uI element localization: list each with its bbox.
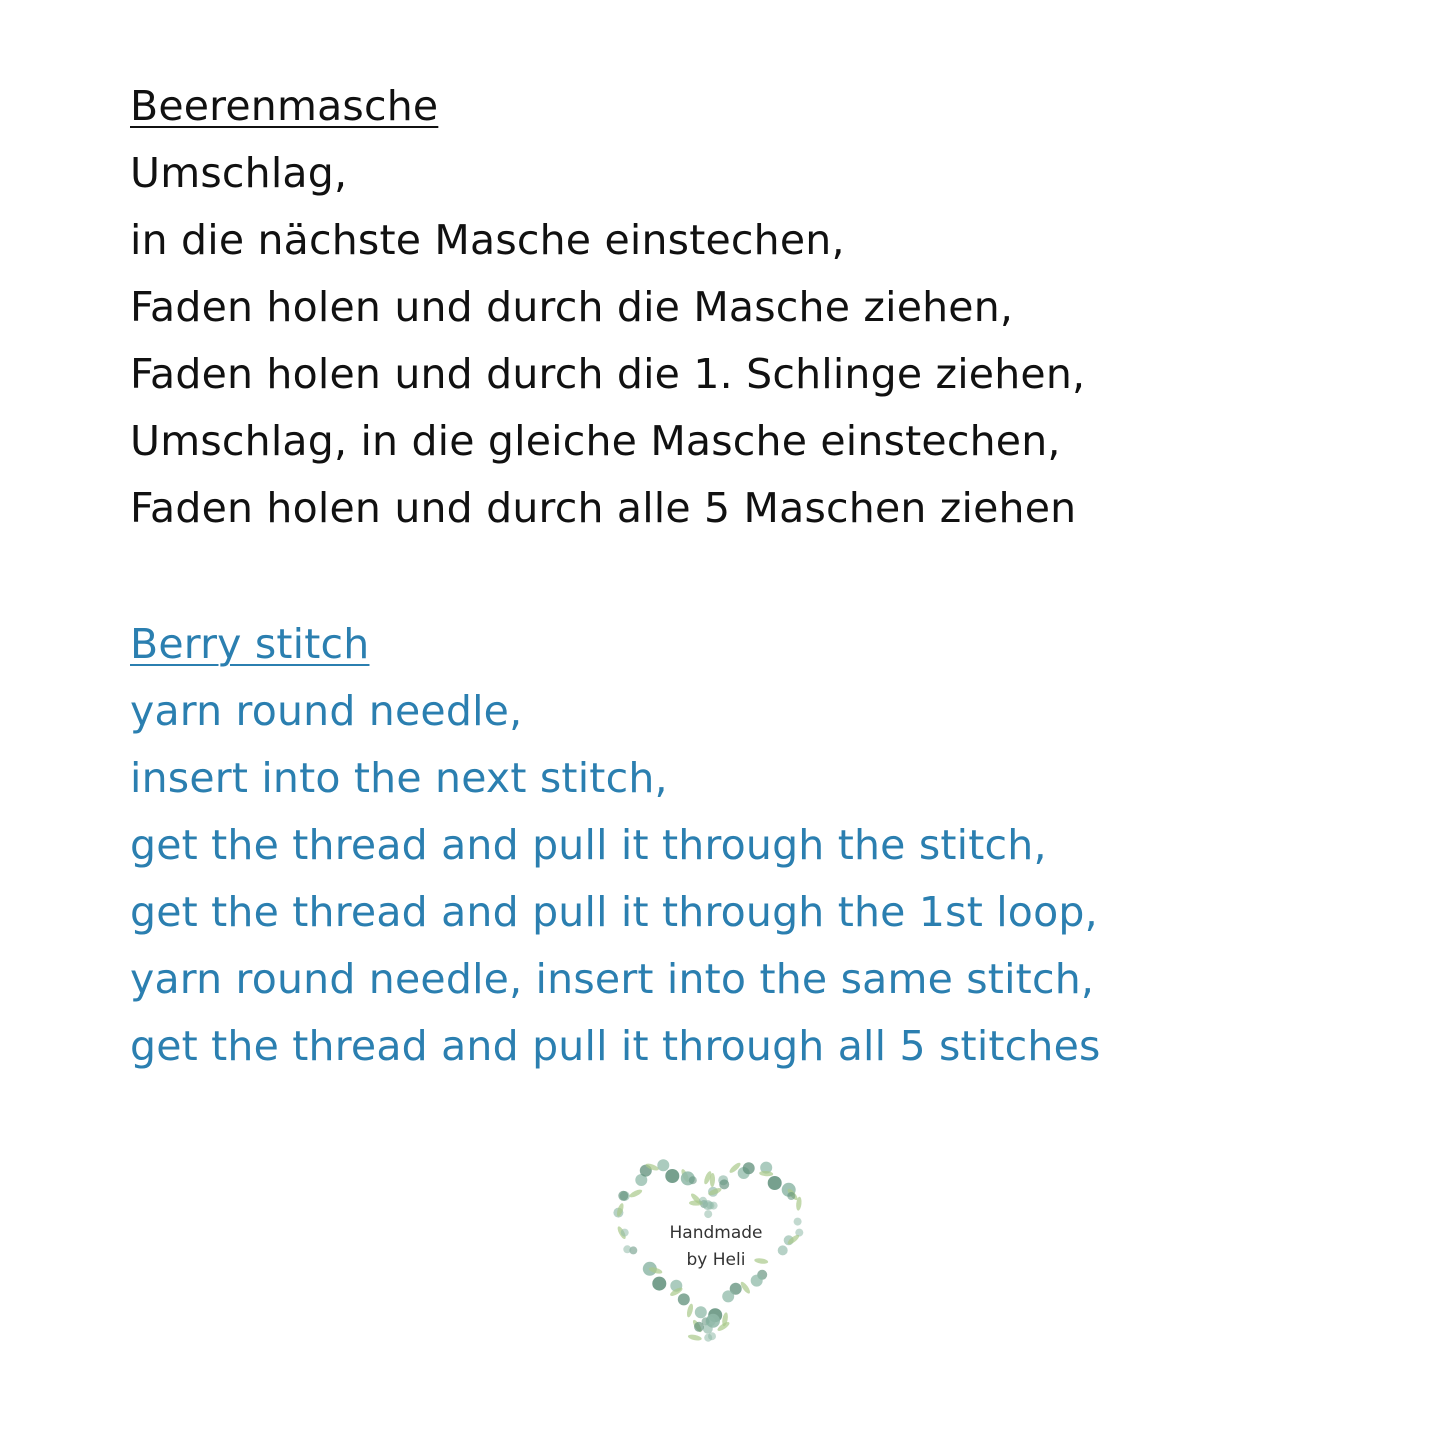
english-instructions xyxy=(130,611,1330,1080)
eucalyptus-leaf-icon xyxy=(743,1162,755,1174)
eucalyptus-leaf-icon xyxy=(657,1159,669,1171)
english-line-1: yarn round needle, xyxy=(130,687,523,735)
eucalyptus-leaf-icon xyxy=(623,1245,631,1253)
eucalyptus-leaf-icon xyxy=(751,1275,763,1287)
leaf-sprig-icon xyxy=(628,1188,643,1199)
german-line-5: Umschlag, in die gleiche Masche einstechen, xyxy=(130,417,1061,465)
english-line-5: yarn round needle, insert into the same stitch, xyxy=(130,955,1095,1003)
logo-text-line-1: Handmade xyxy=(669,1223,763,1243)
german-line-2: in die nächste Masche einstechen, xyxy=(130,216,845,264)
eucalyptus-heart-wreath-icon xyxy=(583,1133,833,1348)
english-line-2: insert into the next stitch, xyxy=(130,754,668,802)
eucalyptus-leaf-icon xyxy=(703,1200,713,1210)
english-line-3: get the thread and pull it through the stitch, xyxy=(130,821,1047,869)
german-line-3: Faden holen und durch die Masche ziehen, xyxy=(130,283,1014,331)
german-instructions xyxy=(130,73,1330,542)
eucalyptus-leaf-icon xyxy=(695,1306,707,1318)
eucalyptus-leaf-icon xyxy=(768,1176,782,1190)
german-line-6: Faden holen und durch alle 5 Maschen ziehen xyxy=(130,484,1077,532)
leaf-sprig-icon xyxy=(759,1171,773,1177)
eucalyptus-leaf-icon xyxy=(618,1191,628,1201)
eucalyptus-leaf-icon xyxy=(678,1293,690,1305)
eucalyptus-leaf-icon xyxy=(694,1322,704,1332)
english-line-4: get the thread and pull it through the 1st loop, xyxy=(130,888,1098,936)
eucalyptus-leaf-icon xyxy=(705,1316,715,1326)
leaf-sprig-icon xyxy=(687,1334,702,1342)
leaf-sprig-icon xyxy=(754,1257,769,1264)
eucalyptus-leaf-icon xyxy=(722,1290,734,1302)
german-line-1: Umschlag, xyxy=(130,149,348,197)
eucalyptus-leaf-icon xyxy=(794,1218,802,1226)
logo-text-line-2: by Heli xyxy=(686,1250,746,1270)
eucalyptus-leaf-icon xyxy=(778,1245,788,1255)
eucalyptus-leaf-icon xyxy=(665,1169,679,1183)
eucalyptus-leaf-icon xyxy=(704,1210,712,1218)
english-line-6: get the thread and pull it through all 5 stitches xyxy=(130,1022,1101,1070)
eucalyptus-leaf-icon xyxy=(652,1277,666,1291)
handmade-by-heli-logo xyxy=(583,1133,833,1348)
eucalyptus-leaf-icon xyxy=(719,1179,729,1189)
german-heading: Beerenmasche xyxy=(130,82,439,130)
eucalyptus-leaf-icon xyxy=(621,1229,629,1237)
english-heading: Berry stitch xyxy=(130,620,370,668)
german-line-4: Faden holen und durch die 1. Schlinge ziehen, xyxy=(130,350,1086,398)
leaf-sprig-icon xyxy=(686,1303,694,1318)
eucalyptus-leaf-icon xyxy=(787,1192,795,1200)
eucalyptus-leaf-icon xyxy=(689,1176,697,1184)
